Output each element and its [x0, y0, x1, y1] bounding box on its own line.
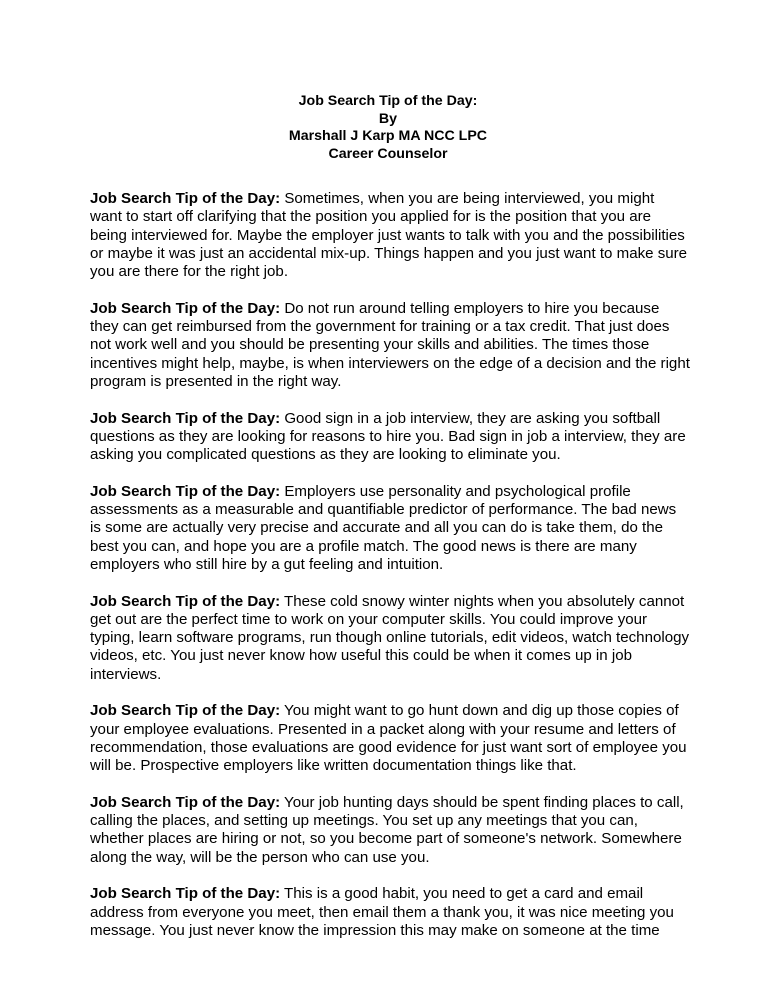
tip-text: This is a good habit, you need to get a card and email address from everyone you meet, then email them a thank you, it was nice meeting you message. You just never know the impression this may make on someone at the time — [90, 885, 674, 939]
tip-text: Your job hunting days should be spent finding places to call, calling the places, and setting up meetings. You set up any meetings that you can, whether places are hiring or not, so you become part of someone's network. Somewhere along the way, will be the person who can use you. — [90, 793, 684, 866]
tip-text: Good sign in a job interview, they are asking you softball questions as they are looking for reasons to hire you. Bad sign in job a interview, they are asking you complicated questions as they are looking to eliminate you. — [90, 409, 686, 464]
tip-paragraph — [90, 593, 690, 684]
document-body — [90, 190, 690, 958]
tip-paragraph — [90, 410, 690, 465]
tip-paragraph — [90, 702, 690, 775]
tip-label: Job Search Tip of the Day: — [90, 885, 281, 903]
tip-paragraph — [90, 190, 690, 281]
header-by: By — [378, 110, 398, 127]
tip-label: Job Search Tip of the Day: — [90, 299, 281, 317]
tip-label: Job Search Tip of the Day: — [90, 482, 281, 500]
header-role: Career Counselor — [328, 145, 448, 162]
header-author: Marshall J Karp MA NCC LPC — [288, 128, 488, 145]
tip-text: Sometimes, when you are being interviewed, you might want to start off clarifying that the position you applied for is the position that you are being interviewed for. Maybe the employer just wants to talk with you and the possibilities or maybe it was just an accidental mix-up. Things happen and you just want to make sure you are there for the right job. — [90, 190, 688, 281]
tip-label: Job Search Tip of the Day: — [90, 592, 281, 610]
tip-text: These cold snowy winter nights when you absolutely cannot get out are the perfect time to work on your computer skills. You could improve your typing, learn software programs, run though online tutorials, edit videos, watch technology videos, etc. You just never know how useful this could be when it comes up in job interviews. — [90, 592, 690, 683]
document-header — [0, 93, 768, 163]
tip-paragraph — [90, 483, 690, 574]
tip-text: Employers use personality and psychological profile assessments as a measurable and quantifiable predictor of performance. The bad news is some are actually very precise and accurate and all you can do is take them, do the best you can, and hope you are a profile match. The good news is there are many employers who still hire by a gut feeling and intuition. — [90, 482, 677, 573]
tip-label: Job Search Tip of the Day: — [90, 409, 281, 427]
tip-label: Job Search Tip of the Day: — [90, 793, 281, 811]
tip-label: Job Search Tip of the Day: — [90, 190, 281, 207]
tip-paragraph — [90, 300, 690, 391]
tip-text: Do not run around telling employers to hire you because they can get reimbursed from the government for training or a tax credit. That just does not work well and you should be presenting your skills and abilities. The times those incentives might help, maybe, is when interviewers on the edge of a decision and the right program is presented in the right way. — [90, 299, 690, 390]
header-title: Job Search Tip of the Day: — [298, 93, 478, 109]
tip-paragraph — [90, 794, 690, 867]
tip-label: Job Search Tip of the Day: — [90, 702, 281, 720]
tip-text: You might want to go hunt down and dig up those copies of your employee evaluations. Presented in a packet along with your resume and letters of recommendation, those evaluations are good evidence for just want sort of employee you will be. Prospective employers like written documentation things like that. — [90, 702, 687, 775]
tip-paragraph — [90, 885, 690, 940]
